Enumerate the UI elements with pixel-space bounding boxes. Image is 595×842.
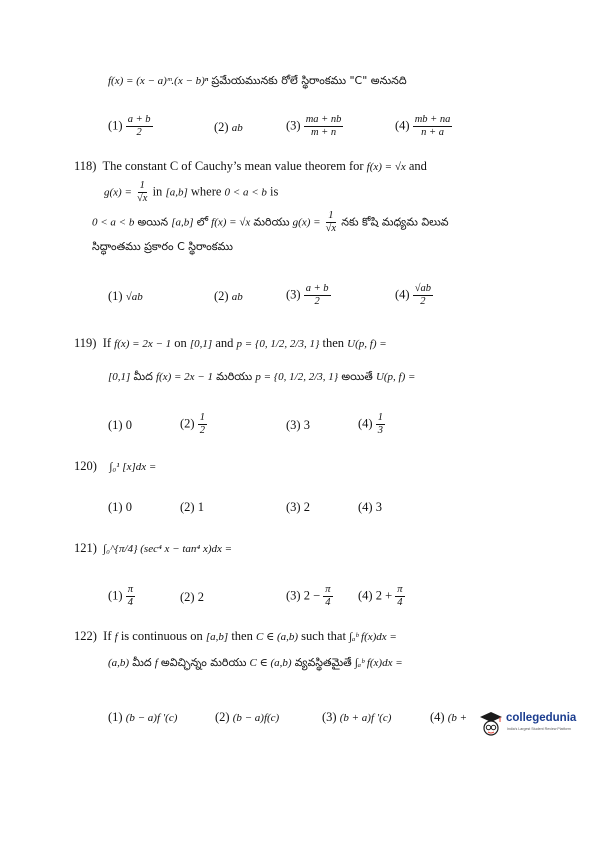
logo-wordmark: collegedunia [506, 712, 577, 724]
q118-english-line-2: g(x) = $\frac{1}{√x}$ in [a,b] where 0 < a < b is [104, 180, 279, 205]
q118-telugu-line-2: సిద్ధాంతము ప్రకారం C స్థిరాంకము [92, 240, 233, 253]
q117-option-3: (3) $\frac{ma + nb}{m + n}$ [286, 114, 342, 139]
question-number: 122) [74, 629, 97, 643]
q117-option-4: (4) $\frac{mb + na}{n + a}$ [395, 114, 451, 139]
question-number: 119) [74, 336, 97, 350]
collegedunia-logo [476, 706, 595, 742]
graduate-cap-icon [478, 708, 504, 738]
q120-option-2: (2) 1 [180, 500, 204, 514]
q121-question: 121) ∫₀^{π/4} (sec⁴ x − tan⁴ x)dx = [74, 541, 233, 555]
q118-option-2: (2) ab [214, 289, 243, 303]
q118-english-line-1: 118) The constant C of Cauchy’s mean value theorem for f(x) = √x and [74, 159, 427, 173]
q119-option-3: (3) 3 [286, 418, 310, 432]
q118-telugu-line-1: 0 < a < b అయిన [a,b] లో f(x) = √x మరియు g(x) = $\frac{1}{√x}$ నకు కోషి మధ్యమ విలువ [92, 210, 449, 235]
question-number: 121) [74, 541, 97, 555]
q121-option-2: (2) 2 [180, 590, 204, 604]
q117-stem: f(x) = (x − a)ᵐ.(x − b)ⁿ ప్రమేయమునకు రోలే స్థిరాంకము "C" అనునది [108, 74, 407, 87]
q120-question: 120) ∫₀¹ [x]dx = [74, 459, 157, 473]
q121-option-3: (3) 2 − $\frac{\pi}{4}$ [286, 584, 331, 609]
q122-option-4: (4) (b + [430, 710, 468, 724]
q122-english-line: 122) If f is continuous on [a,b] then C ∈ (a,b) such that ∫ₐᵇ f(x)dx = [74, 629, 397, 643]
question-number: 120) [74, 459, 97, 473]
q121-option-4: (4) 2 + $\frac{\pi}{4}$ [358, 584, 403, 609]
q120-option-4: (4) 3 [358, 500, 382, 514]
q118-option-3: (3) $\frac{a + b}{2}$ [286, 283, 329, 308]
q122-option-1: (1) (b − a)f ′(c) [108, 710, 178, 724]
q119-option-2: (2) $\frac{1}{2}$ [180, 412, 205, 437]
q118-option-4: (4) $\frac{√ab}{2}$ [395, 283, 431, 308]
q120-option-3: (3) 2 [286, 500, 310, 514]
q117-option-1: (1) $\frac{a + b}{2}$ [108, 114, 151, 139]
q120-option-1: (1) 0 [108, 500, 132, 514]
q117-option-2: (2) ab [214, 120, 243, 134]
q121-option-1: (1) $\frac{\pi}{4}$ [108, 584, 133, 609]
q122-telugu-line: (a,b) మీద f అవిచ్ఛిన్నం మరియు C ∈ (a,b) వ్యవస్థితమైతే ∫ₐᵇ f(x)dx = [108, 656, 403, 669]
logo-tagline: India's Largest Student Review Platform [507, 727, 571, 731]
q118-option-1: (1) √ab [108, 289, 143, 303]
q119-english-line: 119) If f(x) = 2x − 1 on [0,1] and p = {0, 1/2, 2/3, 1} then U(p, f) = [74, 336, 387, 350]
q122-option-3: (3) (b + a)f ′(c) [322, 710, 392, 724]
question-number: 118) [74, 159, 97, 173]
q119-option-4: (4) $\frac{1}{3}$ [358, 412, 383, 437]
q122-option-2: (2) (b − a)f(c) [215, 710, 280, 724]
q119-option-1: (1) 0 [108, 418, 132, 432]
q119-telugu-line: [0,1] మీద f(x) = 2x − 1 మరియు p = {0, 1/2, 2/3, 1} అయితే U(p, f) = [108, 370, 416, 383]
